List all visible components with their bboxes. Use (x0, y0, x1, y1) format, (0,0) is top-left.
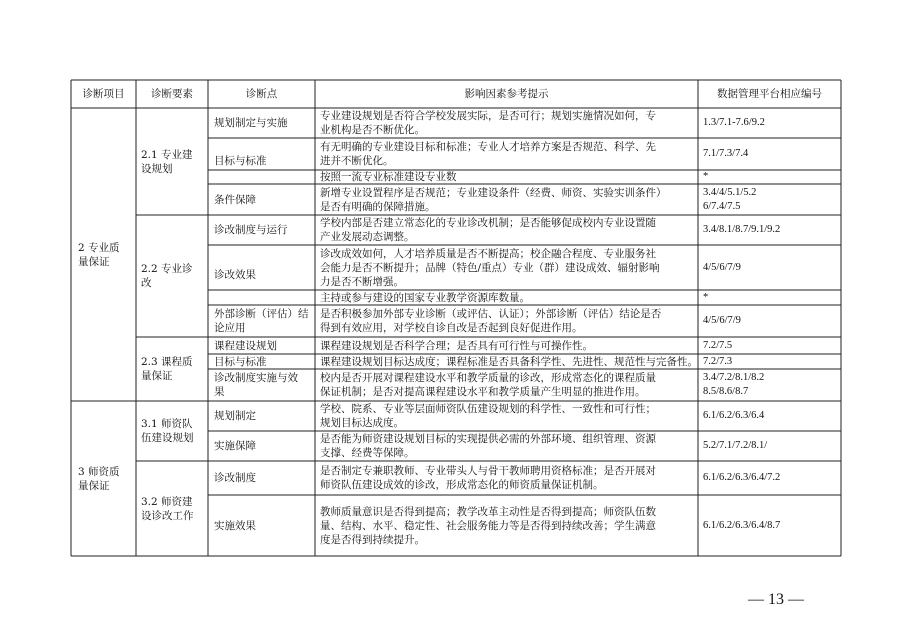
code-cell: 7.1/7.3/7.4 (703, 148, 749, 159)
header-item: 诊断项目 (82, 88, 125, 100)
point-cell: 课程建设规划 (214, 339, 277, 352)
point-cell: 条件保障 (214, 193, 256, 206)
point-cell: 实施效果 (214, 519, 256, 532)
factor-cell: 是否制定专兼职教师、专业带头人与骨干教师聘用资格标准；是否开展对 师资队伍建设成效的诊改，形成常态化的师资质量保证机制。 (320, 465, 656, 491)
factor-cell: 校内是否开展对课程建设水平和教学质量的诊改，形成常态化的课程质量 保证机制；是否对提高课程建设水平和教学质量产生明显的推进作用。 (320, 372, 656, 398)
point-cell: 规划制定与实施 (214, 117, 288, 129)
code-cell: 3.4/8.1/8.7/9.1/9.2 (703, 224, 781, 235)
factor-cell: 有无明确的专业建设目标和标准；专业人才培养方案是否规范、科学、先 进并不断优化。 (320, 141, 656, 167)
point-cell: 诊改制度 (214, 472, 256, 484)
factor-cell: 按照一流专业标准建设专业数 (320, 171, 457, 183)
section-2-label: 2 专业质 量保证 (78, 241, 120, 268)
point-cell: 外部诊断（评估）结 论应用 (214, 308, 309, 334)
factor-cell: 专业建设规划是否符合学校发展实际，是否可行；规划实施情况如何，专 业机构是否不断优化。 (320, 110, 656, 136)
element-2-3: 2.3 课程质 量保证 (141, 356, 193, 382)
header-factors: 影响因素参考提示 (464, 88, 549, 100)
code-cell: 4/5/6/7/9 (703, 315, 741, 326)
code-cell: * (703, 291, 709, 303)
code-cell: 4/5/6/7/9 (703, 261, 741, 273)
factor-cell: 学校内部是否建立常态化的专业诊改机制；是否能够促成校内专业设置随 产业发展动态调整。 (320, 217, 656, 243)
code-cell: 5.2/7.1/7.2/8.1/ (703, 440, 768, 451)
code-cell: * (703, 171, 709, 182)
factor-cell: 教师质量意识是否得到提高；教学改革主动性是否得到提高；师资队伍数 量、结构、水平、稳定性、社会服务能力等是否得到持续改善；学生满意 度是否得到持续提升。 (320, 505, 656, 546)
factor-cell: 课程建设规划是否科学合理；是否具有可行性与可操作性。 (320, 339, 593, 352)
element-3-2: 3.2 师资建 设诊改工作 (141, 495, 194, 522)
point-cell: 诊改制度实施与效 果 (214, 372, 298, 398)
element-2-2: 2.2 专业诊 改 (141, 263, 193, 289)
element-2-1: 2.1 专业建 设规划 (141, 148, 193, 175)
point-cell: 目标与标准 (214, 355, 267, 368)
header-element: 诊断要素 (151, 88, 193, 100)
code-cell: 6.1/6.2/6.3/6.4/8.7 (703, 519, 781, 531)
factor-cell: 课程建设规划目标达成度；课程标准是否具备科学性、先进性、规范性与完备性。 (320, 355, 698, 368)
code-cell: 3.4/4/5.1/5.2 6/7.4/7.5 (703, 186, 757, 212)
factor-cell: 新增专业设置程序是否规范；专业建设条件（经费、师资、实验实训条件） 是否有明确的保障措施。 (320, 186, 667, 213)
factor-cell: 诊改成效如何，人才培养质量是否不断提高；校企融合程度、专业服务社 会能力是否不断提升；品牌（特色/重点）专业（群）建设成效、辐射影响 力是否不断增强。 (320, 247, 660, 288)
code-cell: 6.1/6.2/6.3/6.4 (703, 410, 765, 421)
factor-cell: 主持或参与建设的国家专业教学资源库数量。 (320, 291, 530, 304)
code-cell: 7.2/7.3 (703, 355, 733, 367)
header-point: 诊断点 (245, 88, 278, 100)
point-cell: 目标与标准 (214, 155, 267, 167)
page-number: — 13 — (748, 591, 804, 608)
factor-cell: 学校、院系、专业等层面师资队伍建设规划的科学性、一致性和可行性； 规划目标达成度。 (320, 403, 656, 429)
factor-cell: 是否能为师资建设规划目标的实现提供必需的外部环境、组织管理、资源 支撑、经费等保障。 (320, 433, 656, 459)
code-cell: 7.2/7.5 (703, 339, 733, 351)
element-3-1: 3.1 师资队 伍建设规划 (141, 418, 194, 444)
point-cell: 实施保障 (214, 440, 256, 452)
point-cell: 规划制定 (214, 410, 256, 422)
header-platform-no: 数据管理平台相应编号 (717, 88, 822, 100)
point-cell: 诊改制度与运行 (214, 224, 288, 236)
point-cell: 诊改效果 (214, 269, 256, 281)
code-cell: 6.1/6.2/6.3/6.4/7.2 (703, 472, 781, 483)
factor-cell: 是否积极参加外部专业诊断（或评估、认证）；外部诊断（评估）结论是否 得到有效应用，对学校自诊自改是否起到良好促进作用。 (320, 308, 662, 334)
code-cell: 3.4/7.2/8.1/8.2 8.5/8.6/8.7 (703, 372, 765, 397)
section-3-label: 3 师资质 量保证 (78, 465, 120, 492)
code-cell: 1.3/7.1-7.6/9.2 (703, 117, 765, 128)
